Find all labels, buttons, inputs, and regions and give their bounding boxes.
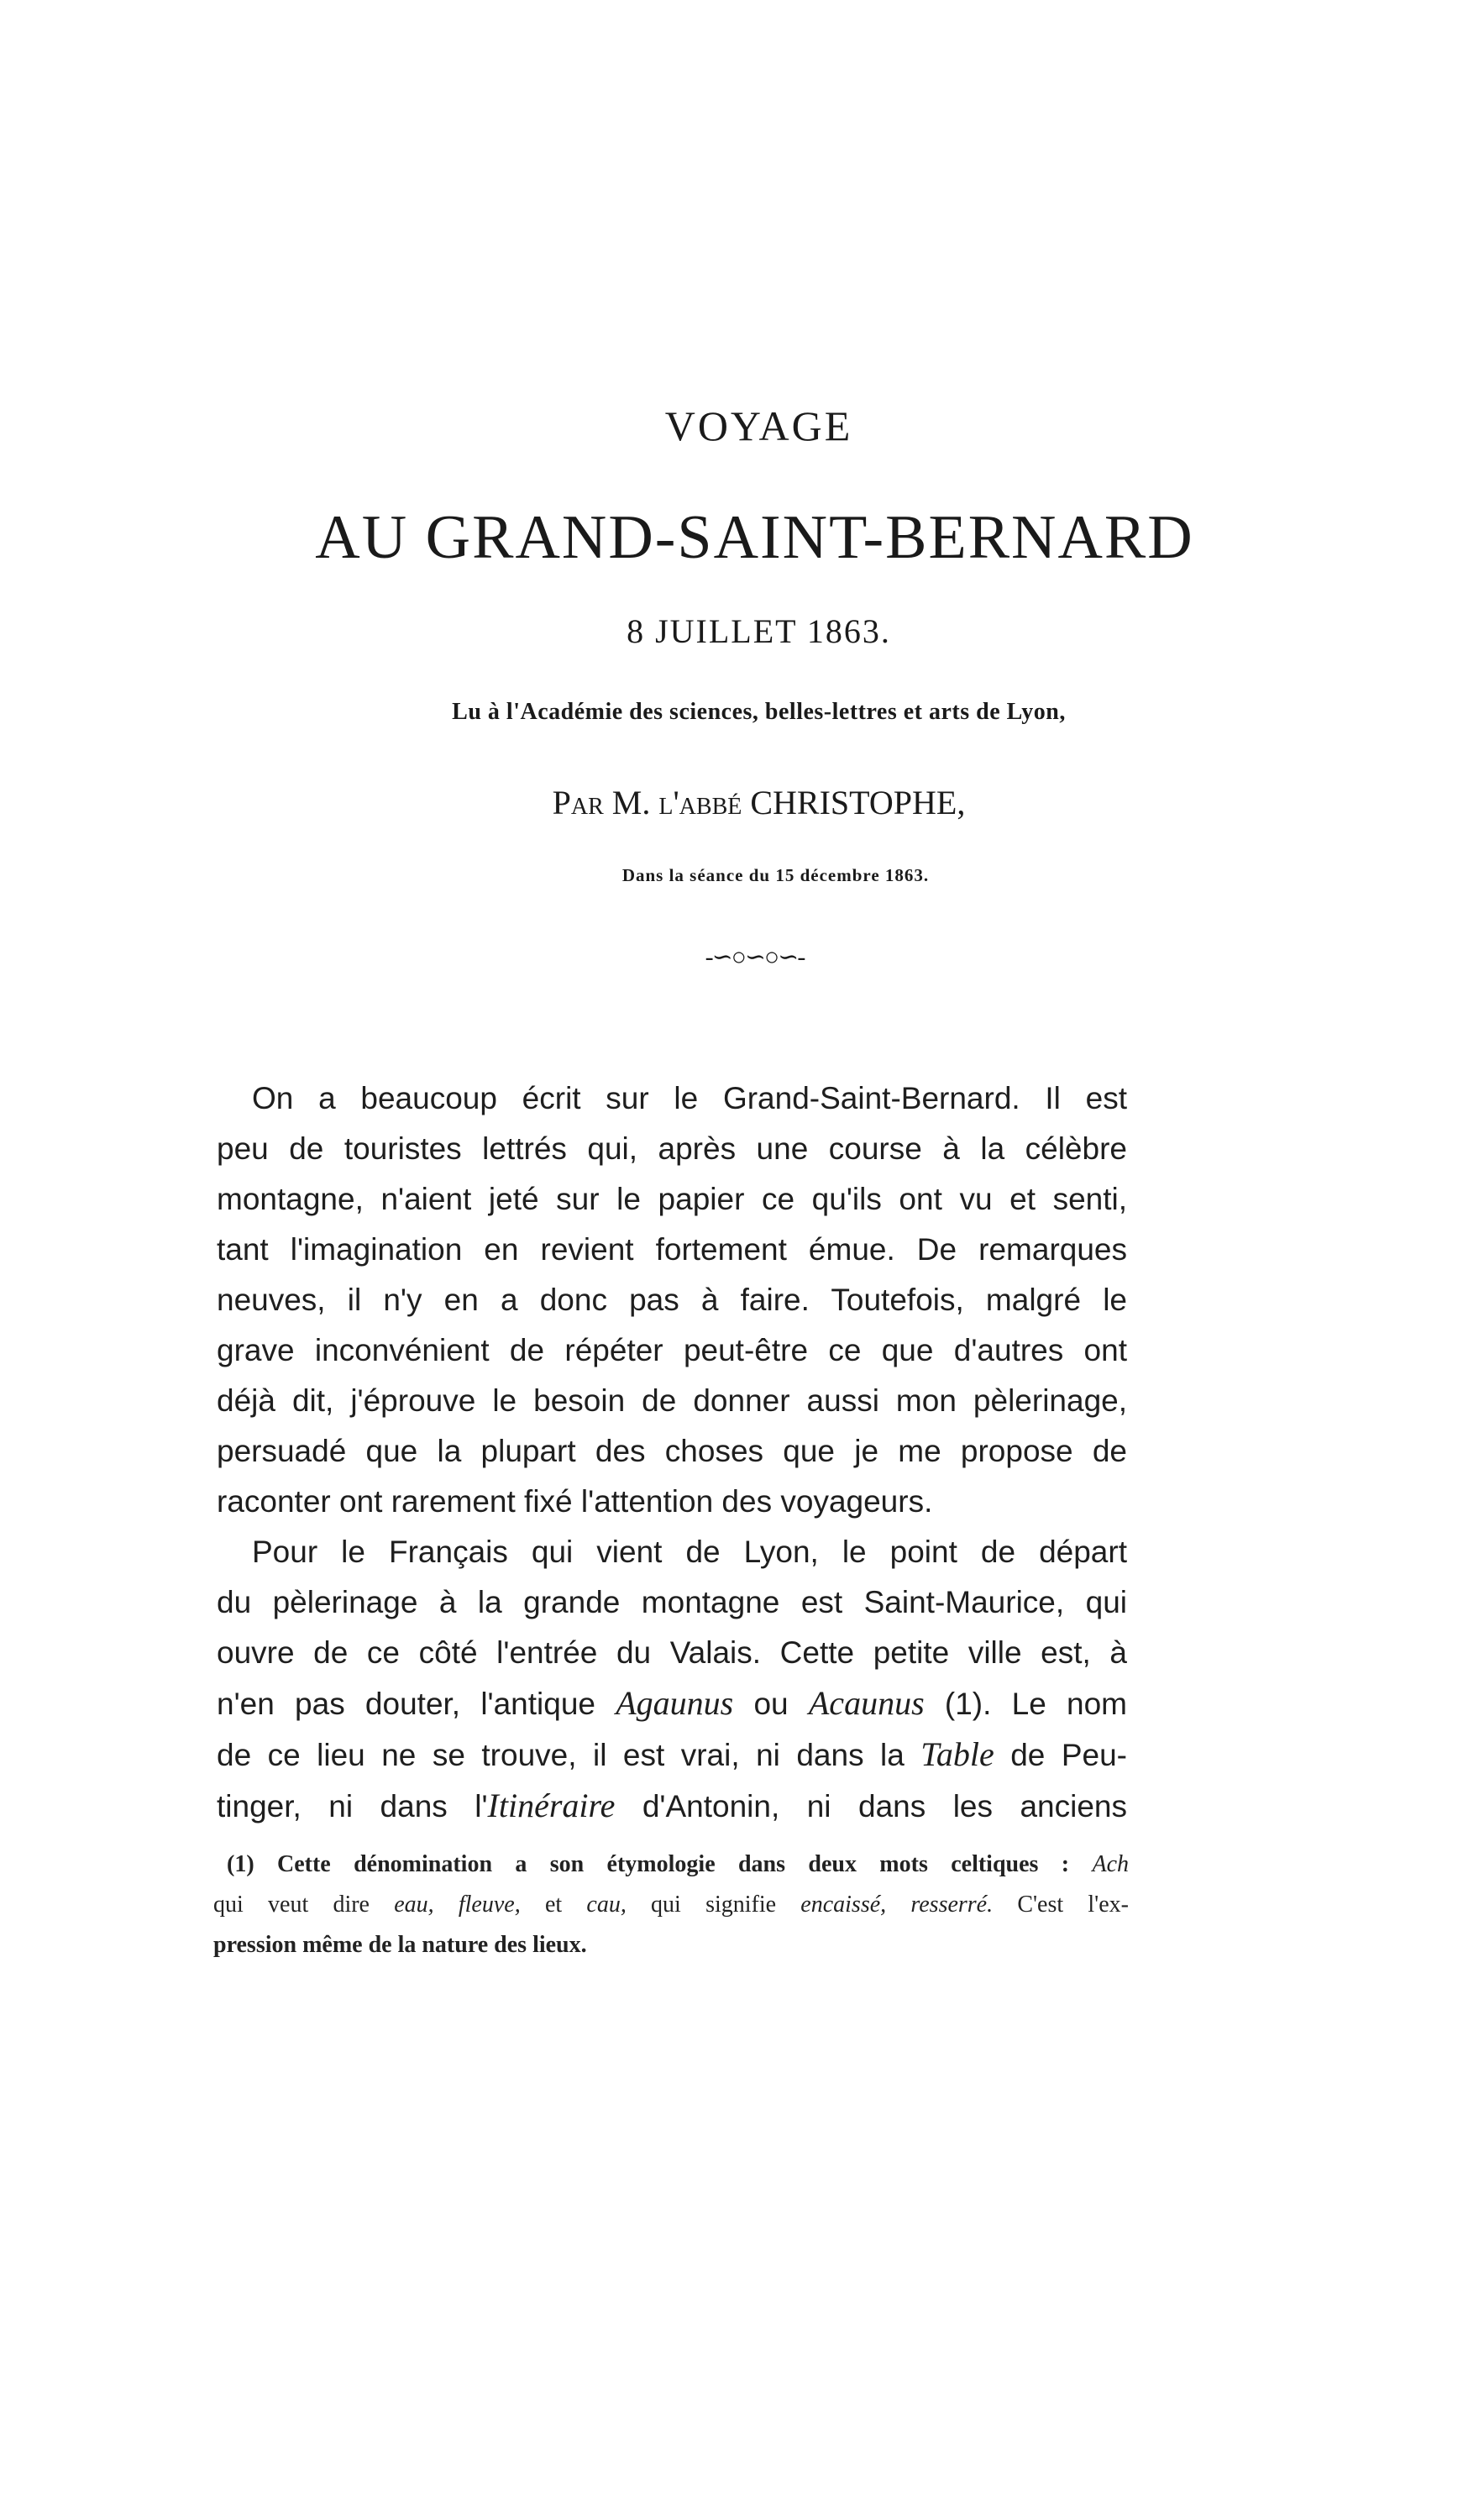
paragraph-2 [217, 1527, 1127, 1832]
text-fragment: (1) Cette dénomination a son étymologie dans deux mots celtiques : [227, 1851, 1093, 1877]
footnote-line [213, 1885, 1129, 1925]
text-fragment: n'en pas douter, l'antique [217, 1687, 616, 1721]
text-line: ouvre de ce côté l'entrée du Valais. Cette petite ville est, à [217, 1635, 1127, 1670]
text-line: Pour le Français qui vient de Lyon, le point de départ [252, 1535, 1127, 1569]
text-line: du pèlerinage à la grande montagne est Saint-Maurice, qui [217, 1585, 1127, 1619]
author-line [34, 783, 1484, 822]
author-prefix: Par M. l'abbé [552, 784, 742, 821]
seance-line: Dans la séance du 15 décembre 1863. [621, 865, 930, 885]
text-line [217, 1781, 1127, 1832]
text-fragment: C'est l'ex- [993, 1892, 1129, 1918]
body-text [217, 1073, 1127, 1832]
text-fragment: qui signifie [626, 1892, 801, 1918]
italic-term: encaissé, resserré. [800, 1892, 994, 1918]
text-fragment: ou [733, 1687, 809, 1721]
text-line: montagne, n'aient jeté sur le papier ce qu'ils ont vu et senti, [217, 1182, 1127, 1216]
text-line: tant l'imagination en revient fortement émue. De remarques [217, 1232, 1127, 1267]
text-line [217, 1678, 1127, 1729]
paragraph-1 [217, 1073, 1127, 1527]
title-main: AU GRAND-SAINT-BERNARD [315, 503, 1194, 572]
italic-term-table: Table [920, 1735, 994, 1773]
italic-term-itineraire: Itinéraire [487, 1787, 616, 1824]
text-fragment: d'Antonin, ni dans les anciens [615, 1789, 1127, 1823]
date-line: 8 JUILLET 1863. [627, 612, 891, 650]
italic-term-ach: Ach [1092, 1851, 1129, 1877]
footnote [213, 1844, 1129, 1965]
text-line: déjà dit, j'éprouve le besoin de donner aussi mon pèlerinage, [217, 1383, 1127, 1418]
text-fragment: de ce lieu ne se trouve, il est vrai, ni dans la [217, 1738, 921, 1772]
italic-term: eau, fleuve, [394, 1892, 521, 1918]
footnote-ref: (1). Le nom [924, 1687, 1127, 1721]
text-line: peu de touristes lettrés qui, après une course à la célèbre [217, 1131, 1127, 1166]
footnote-line: pression même de la nature des lieux. [213, 1932, 587, 1958]
footnote-line [213, 1844, 1129, 1885]
text-line: grave inconvénient de répéter peut-être ce que d'autres ont [217, 1333, 1127, 1367]
text-fragment: qui veut dire [213, 1892, 395, 1918]
text-line: neuves, il n'y en a donc pas à faire. Toutefois, malgré le [217, 1283, 1127, 1317]
read-at-line: Lu à l'Académie des sciences, belles-lettres et arts de Lyon, [452, 699, 1066, 725]
ornament-divider: -∽○∽○∽- [705, 943, 805, 971]
text-fragment: et [520, 1892, 587, 1918]
text-line: persuadé que la plupart des choses que je me propose de [217, 1434, 1127, 1468]
author-name: CHRISTOPHE, [750, 784, 966, 821]
italic-term-agaunus: Agaunus [616, 1684, 734, 1722]
text-line: raconter ont rarement fixé l'attention des voyageurs. [217, 1484, 933, 1519]
text-line [217, 1729, 1127, 1781]
text-fragment: de Peu- [994, 1738, 1127, 1772]
italic-term: cau, [586, 1892, 627, 1918]
text-line: On a beaucoup écrit sur le Grand-Saint-Bernard. Il est [252, 1081, 1127, 1115]
italic-term-acaunus: Acaunus [808, 1684, 925, 1722]
title-voyage: VOYAGE [664, 402, 853, 449]
text-fragment: tinger, ni dans l' [217, 1789, 488, 1823]
